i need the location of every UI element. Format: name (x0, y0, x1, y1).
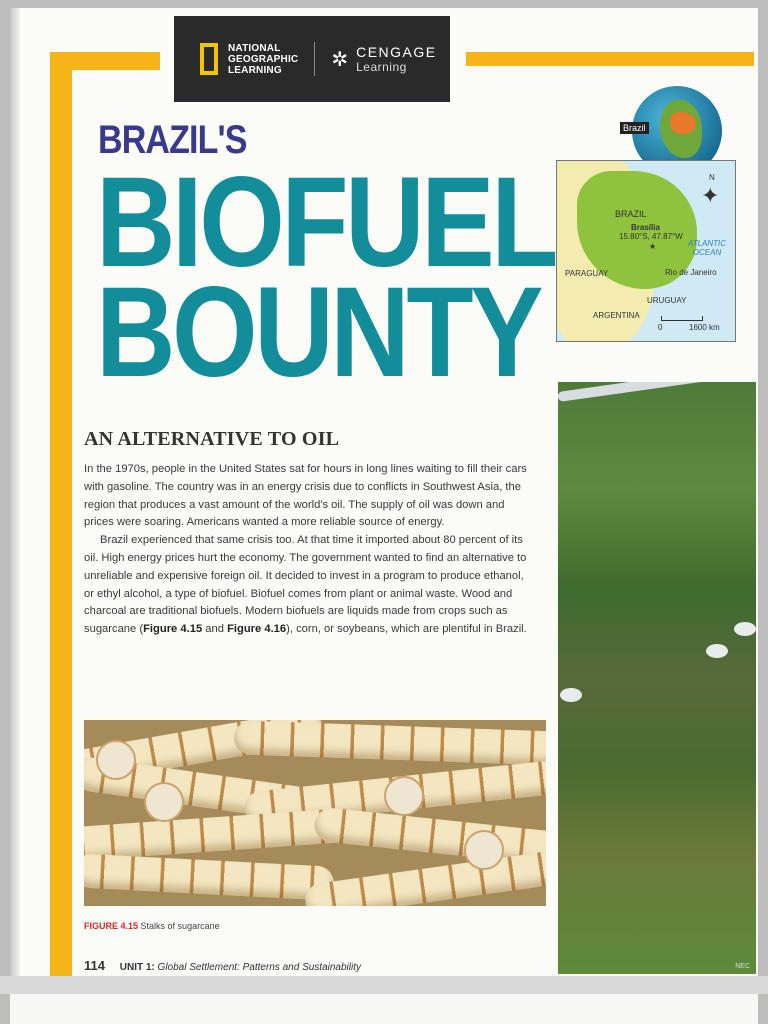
title-line-1: BRAZIL'S (98, 118, 247, 162)
page-spine (10, 8, 20, 976)
figure-ref-4-15[interactable]: Figure 4.15 (143, 623, 203, 636)
caption-figure-number: FIGURE 4.15 (84, 921, 139, 931)
national-geographic-logo-icon (200, 43, 218, 75)
aerial-crop-photo (558, 382, 756, 974)
paragraph-2-text-b: and (202, 623, 228, 636)
photo-stalk (84, 853, 335, 901)
photo-stalk-end (384, 776, 424, 816)
photo-stalk (234, 720, 546, 765)
page-number: 114 (84, 958, 105, 973)
paragraph-2-text-a: Brazil experienced that same crisis too. At that time it imported about 80 percent of its oil. High energy prices hurt the economy. The government wanted to find an alternative to unreliable and expensive foreign oil. It decided to invest in a program to produce ethanol, or ethyl alcohol, a type of biofuel. Biofuel comes from plant or animal waste. Wood and charcoal are traditional biofuels. Modern biofuels are liquids made from crops such as sugarcane ( (84, 534, 527, 636)
photo-credit: NEC (735, 963, 750, 970)
cengage-sub: Learning (356, 59, 407, 74)
photo-stalk-end (464, 830, 504, 870)
globe-brazil-highlight (670, 112, 696, 134)
yellow-border-top-left (50, 52, 160, 70)
photo-stalk (84, 808, 355, 863)
page-footer (84, 958, 361, 973)
national-geographic-text: NATIONAL GEOGRAPHIC LEARNING (228, 42, 299, 76)
brazil-locator-map (556, 160, 736, 342)
photo-tank (706, 644, 728, 658)
page-gap (0, 976, 768, 994)
map-neighbor-uruguay: URUGUAY (647, 296, 687, 305)
figure-ref-4-16[interactable]: Figure 4.16 (227, 623, 287, 636)
photo-stalk-end (96, 740, 136, 780)
paragraph-2-text-c: ), corn, or soybeans, which are plentiful in Brazil. (286, 623, 527, 636)
next-page-edge (10, 994, 758, 1024)
cengage-logo (331, 45, 436, 74)
logo-divider (314, 42, 315, 76)
footer-unit: UNIT 1: (119, 962, 155, 973)
map-ocean-label: ATLANTIC OCEAN (687, 239, 727, 257)
yellow-border-top-right (466, 52, 754, 66)
photo-river (558, 382, 756, 402)
capital-star-icon: ★ (649, 242, 657, 251)
figure-caption (84, 921, 220, 931)
caption-text: Stalks of sugarcane (140, 921, 220, 931)
map-scale-end: 1600 km (689, 323, 720, 332)
map-coords: 15.80°S, 47.87°W (619, 232, 683, 241)
map-scale-bar (661, 316, 703, 321)
photo-stalk-end (144, 782, 184, 822)
publisher-banner (174, 16, 450, 102)
map-scale-start: 0 (658, 323, 663, 332)
photo-stalk (303, 847, 546, 906)
compass-north-label: N (709, 173, 715, 182)
title-line-2: BIOFUEL (96, 151, 556, 294)
sugarcane-photo (84, 720, 546, 906)
map-neighbor-argentina: ARGENTINA (593, 311, 640, 320)
globe-label: Brazil (620, 122, 649, 134)
map-neighbor-paraguay: PARAGUAY (565, 269, 609, 278)
paragraph-1: In the 1970s, people in the United States sat for hours in long lines waiting to fill their cars with gasoline. The country was in an energy crisis due to conflicts in Southwest Asia, the region that produces a vast amount of the world's oil. The supply of oil was down and prices were soaring. Americans wanted a more reliable source of energy. (84, 463, 527, 529)
yellow-border-left (50, 52, 72, 976)
cengage-dots-icon: ✲ (331, 48, 349, 71)
map-capital-label: Brasília (631, 223, 660, 232)
section-heading: AN ALTERNATIVE TO OIL (84, 428, 340, 450)
photo-tank (560, 688, 582, 702)
paragraph-2 (84, 532, 532, 639)
compass-rose-icon: ✦ (701, 183, 720, 208)
footer-title: Global Settlement: Patterns and Sustainability (157, 962, 361, 973)
map-country-label: BRAZIL (615, 209, 647, 219)
title-line-3: BOUNTY (96, 261, 541, 404)
cengage-name: CENGAGE (356, 43, 437, 60)
map-city-label: Rio de Janeiro (665, 268, 717, 277)
article-body (84, 461, 532, 639)
photo-tank (734, 622, 756, 636)
